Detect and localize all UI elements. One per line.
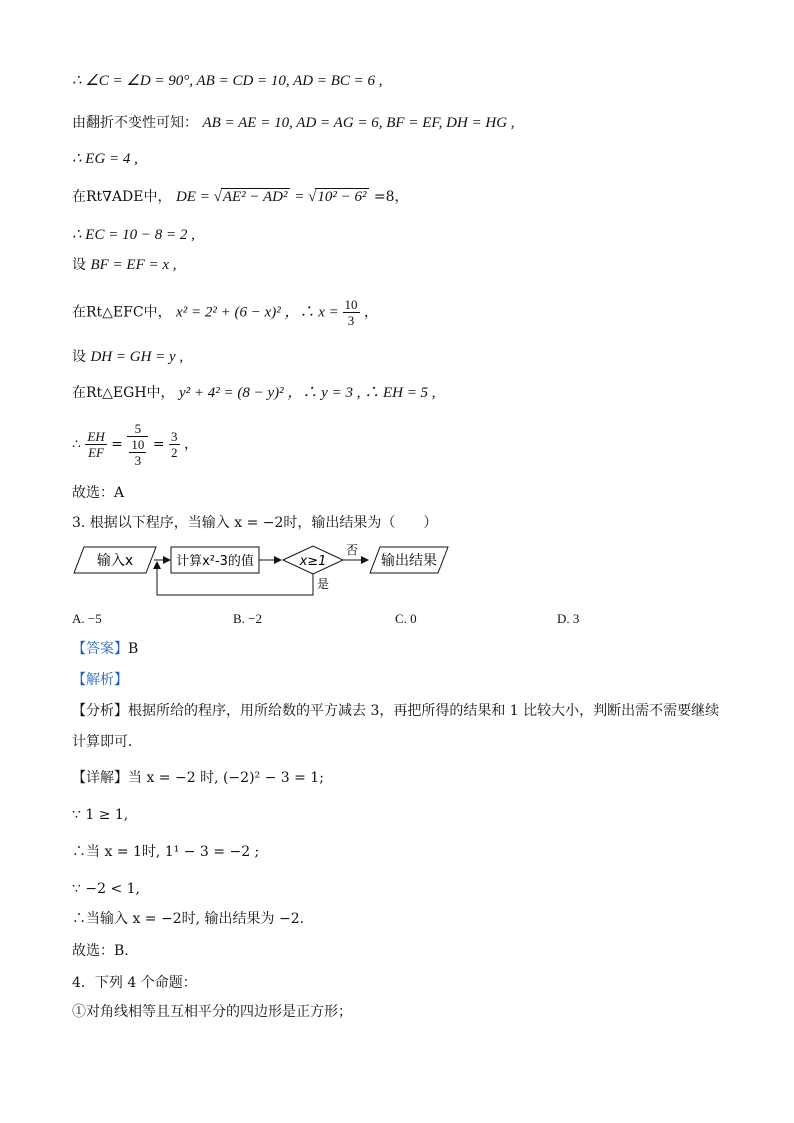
xiangjie-tag: 【详解】 — [72, 770, 128, 786]
line-8-math: DH = GH = y , — [90, 349, 184, 365]
solution-line-8 — [72, 350, 183, 365]
analysis-tag: 【解析】 — [72, 672, 128, 688]
flowchart — [70, 540, 460, 602]
line-4-result: =8， — [369, 189, 409, 205]
line-7-text: 在Rt△EFC中， — [72, 304, 172, 321]
question-4-stem: 4．下列 4 个命题： — [72, 975, 197, 991]
fenxi-line-2: 计算即可． — [72, 734, 142, 750]
fraction-eh-ef: $\frac{EH}{EF}$ — [87, 429, 105, 460]
answer-value: B — [128, 641, 139, 657]
fenxi-line-1: 【分析】根据所给的程序，用所给数的平方减去 3，再把所得的结果和 1 比较大小，判断出需不需要继续 — [72, 703, 720, 719]
sqrt-2: 10² − 6² — [315, 188, 369, 205]
solution-line-2 — [72, 116, 515, 131]
fraction-ten-thirds: $\frac{10}{3}$ — [344, 297, 358, 328]
option-c: C. 0 — [395, 611, 417, 626]
step-4: ∵ −2 < 1, — [72, 881, 140, 897]
solution-line-4: 在Rt∇ADE中， DE = √AE² − AD² = √10² − 6² =8， — [72, 189, 409, 205]
yes-label: 是 — [317, 577, 330, 591]
answer-tag: 【答案】 — [72, 641, 128, 657]
fraction-complex: $\frac{5}{\frac{10}{3}}$ — [127, 422, 148, 467]
step-3: ∴当 x = 1时, 1¹ − 3 = −2 ; — [72, 844, 260, 860]
sqrt-1: AE² − AD² — [221, 188, 291, 205]
fenxi-tag: 【分析】 — [72, 703, 128, 719]
no-label: 否 — [346, 543, 359, 557]
line-8-text: 设 — [72, 349, 86, 365]
line-2-text: 由翻折不变性可知： — [72, 115, 198, 131]
solution-line-10: ∴ $\frac{EH}{EF}$ = $\frac{5}{\frac{10}{3}}$ = $\frac{3}{2}$ ， — [72, 421, 198, 468]
solution-line-7: 在Rt△EFC中， x² = 2² + (6 − x)² ，∴ x = $\frac{10}{3}$ ， — [72, 297, 378, 328]
input-label: 输入x — [96, 553, 134, 569]
condition-label: x≥1 — [299, 554, 327, 569]
line-9-text: 在Rt△EGH中， — [72, 385, 175, 401]
answer-line — [72, 642, 138, 656]
question-4-item-1: ①对角线相等且互相平分的四边形是正方形； — [72, 1004, 352, 1020]
solution-line-11: 故选：A — [72, 485, 125, 501]
line-7-math: x² = 2² + (6 − x)² ，∴ x = — [176, 304, 343, 321]
solution-line-6 — [72, 258, 177, 273]
line-2-math: AB = AE = 10, AD = AG = 6, BF = EF, DH = HG , — [202, 115, 515, 131]
question-3-stem: 3. 根据以下程序，当输入 x = −2时，输出结果为（ ） — [72, 515, 438, 531]
option-d: D. 3 — [557, 611, 580, 626]
solution-line-1: ∴ ∠C = ∠D = 90°, AB = CD = 10, AD = BC = 6 , — [72, 73, 383, 89]
step-5: ∴当输入 x = −2时, 输出结果为 −2. — [72, 911, 305, 927]
line-6-math: BF = EF = x , — [90, 257, 177, 273]
solution-line-9 — [72, 386, 436, 401]
step-2: ∵ 1 ≥ 1, — [72, 807, 129, 823]
compute-label: 计算x²-3的值 — [176, 554, 254, 569]
option-b: B. −2 — [233, 611, 263, 626]
solution-line-5: ∴ EC = 10 − 8 = 2 , — [72, 227, 195, 243]
line-9-math: y² + 4² = (8 − y)² ，∴ y = 3 , ∴ EH = 5 , — [179, 385, 436, 401]
choose-line: 故选：B. — [72, 943, 129, 959]
output-label: 输出结果 — [381, 553, 437, 569]
line-4-eq: = — [290, 189, 309, 205]
line-6-text: 设 — [72, 257, 86, 273]
fraction-three-halves: $\frac{3}{2}$ — [171, 429, 178, 460]
line-4-math: DE = — [175, 189, 214, 205]
xiangjie-line: 【详解】当 x = −2 时, (−2)² − 3 = 1; — [72, 770, 324, 786]
line-4-text: 在Rt∇ADE中， — [72, 189, 172, 205]
option-a: A. −5 — [72, 611, 102, 626]
solution-line-3: ∴ EG = 4 , — [72, 151, 138, 167]
